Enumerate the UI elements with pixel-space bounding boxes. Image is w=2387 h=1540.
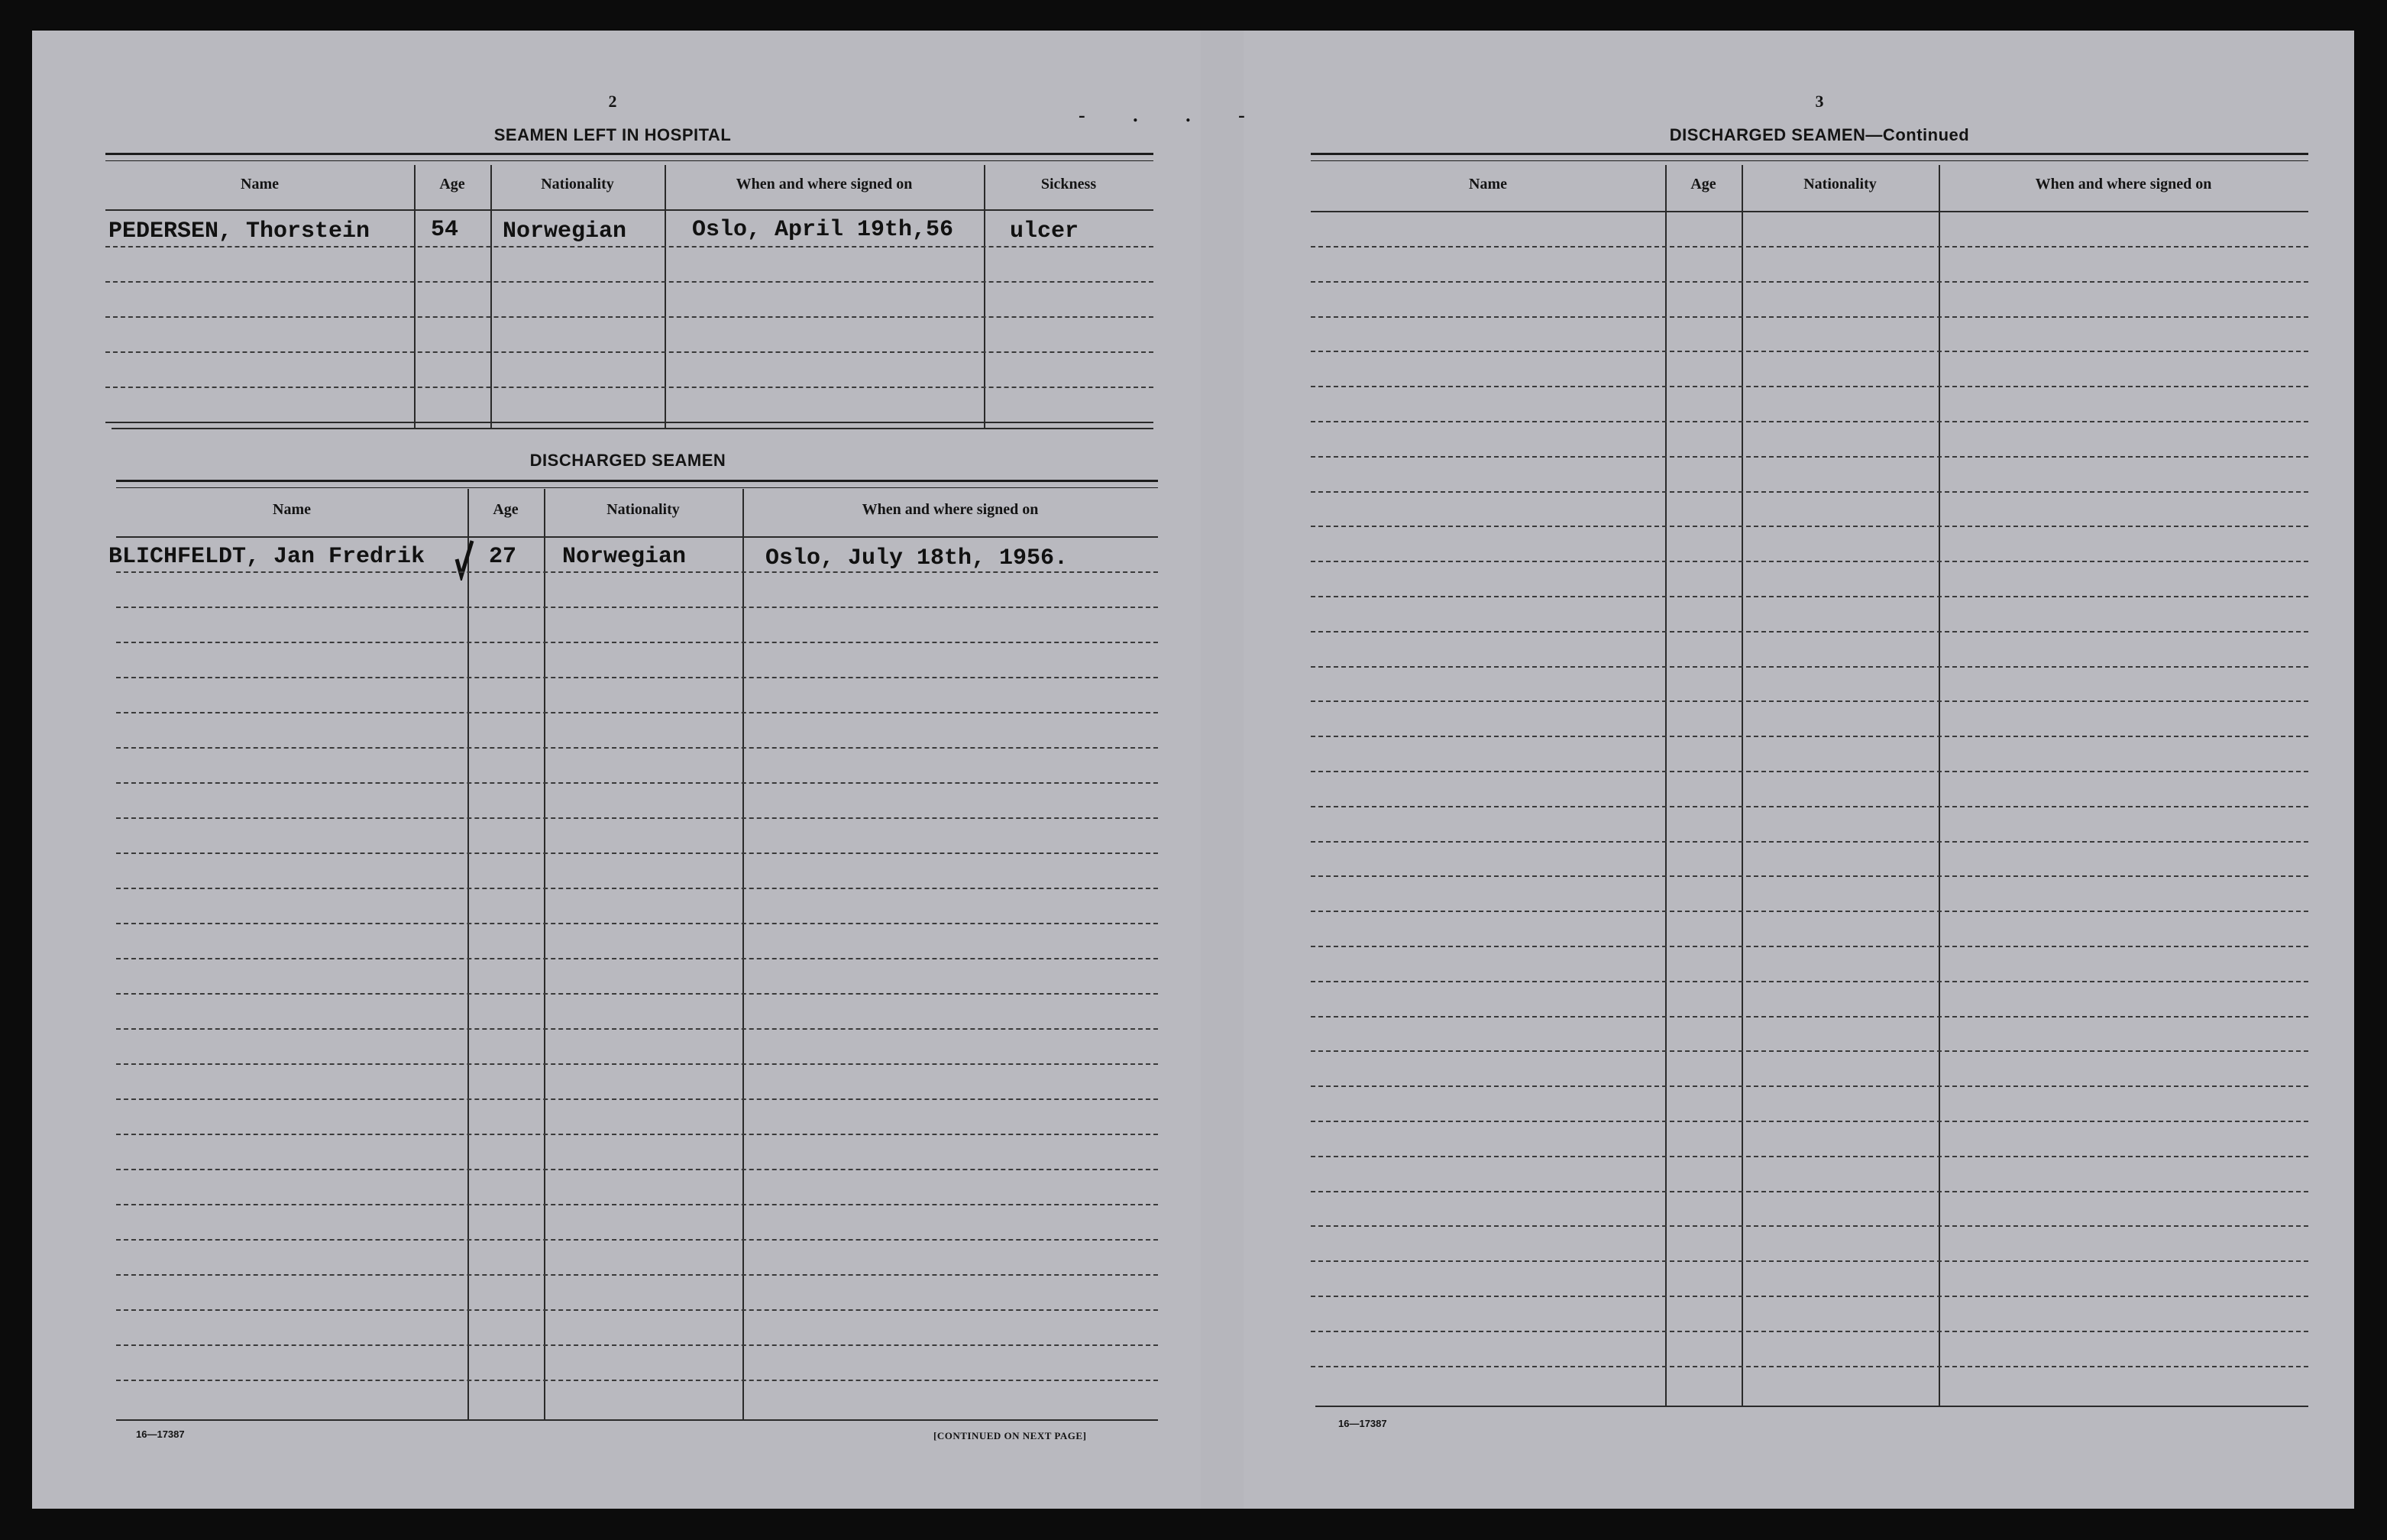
ruled-line (116, 1204, 1158, 1205)
page-number: 2 (608, 92, 617, 111)
hospital-bottom-rule (112, 428, 1153, 429)
ruled-line (116, 923, 1158, 924)
ruled-line (116, 607, 1158, 608)
discharged-col-nationality: Nationality (606, 501, 680, 518)
ruled-line (1311, 981, 2308, 982)
hospital-row-name: PEDERSEN, Thorstein (108, 218, 370, 244)
discharged-row-name: BLICHFELDT, Jan Fredrik (108, 544, 425, 570)
hospital-col-age: Age (439, 176, 465, 192)
ruled-line (1311, 806, 2308, 807)
right-page (1079, 31, 2354, 1509)
continued-col-age: Age (1690, 176, 1716, 192)
ruled-line (1311, 1225, 2308, 1227)
ruled-line (1311, 1121, 2308, 1122)
hospital-col-signed-on: When and where signed on (736, 176, 913, 192)
continued-col-signed-on: When and where signed on (2035, 176, 2212, 192)
continued-header-rule (1311, 211, 2308, 212)
ruled-line (1311, 351, 2308, 352)
ruled-line (116, 1063, 1158, 1065)
ruled-line (116, 747, 1158, 749)
hospital-title-rule (105, 153, 1153, 161)
ruled-line (1311, 736, 2308, 737)
hospital-divider-3 (665, 165, 666, 428)
ruled-line (116, 712, 1158, 713)
ruled-line (116, 677, 1158, 678)
ruled-line (1311, 1191, 2308, 1192)
ruled-line (1311, 1260, 2308, 1262)
ruled-line (1311, 1366, 2308, 1367)
ruled-line (1311, 946, 2308, 947)
hospital-divider-1 (414, 165, 416, 428)
ruled-line (1311, 875, 2308, 877)
hospital-divider-2 (490, 165, 492, 428)
ruled-line (1311, 771, 2308, 772)
discharged-divider-1 (467, 489, 469, 1421)
ruled-line (116, 817, 1158, 819)
ruled-line (1311, 631, 2308, 632)
form-code: 16—17387 (136, 1428, 185, 1440)
check-mark-icon (454, 538, 477, 581)
ruled-line (1311, 700, 2308, 702)
hospital-header-rule (105, 209, 1153, 211)
ruled-line (1311, 1331, 2308, 1332)
continued-bottom-rule (1315, 1406, 2308, 1407)
ruled-line (116, 1134, 1158, 1135)
ruled-line (1311, 316, 2308, 318)
hospital-section-title: SEAMEN LEFT IN HOSPITAL (493, 125, 732, 144)
ruled-line (1311, 386, 2308, 387)
right-title-rule (1311, 153, 2308, 161)
hospital-row-signed-on: Oslo, April 19th,56 (692, 217, 954, 243)
hospital-row-line (105, 316, 1153, 318)
ruled-line (116, 1344, 1158, 1346)
hospital-row-nationality: Norwegian (503, 218, 627, 244)
ruled-line (1311, 281, 2308, 283)
hospital-row-line (105, 281, 1153, 283)
ruled-line (1311, 1156, 2308, 1157)
discharged-col-signed-on: When and where signed on (862, 501, 1039, 518)
ruled-line (116, 852, 1158, 854)
hospital-divider-4 (984, 165, 985, 428)
hospital-row-line (105, 387, 1153, 388)
discharged-section-title: DISCHARGED SEAMEN (529, 451, 726, 470)
ruled-line (116, 1098, 1158, 1100)
discharged-row-age: 27 (489, 544, 517, 570)
discharged-row-nationality: Norwegian (562, 544, 687, 570)
discharged-divider-2 (544, 489, 545, 1421)
discharged-bottom-rule (116, 1419, 1158, 1421)
discharged-divider-3 (742, 489, 744, 1421)
ruled-line (116, 1274, 1158, 1276)
ruled-line (1311, 421, 2308, 422)
discharged-row-signed-on: Oslo, July 18th, 1956. (765, 545, 1069, 571)
hospital-col-sickness: Sickness (1040, 176, 1097, 192)
ruled-line (1311, 1016, 2308, 1017)
hospital-col-name: Name (241, 176, 279, 192)
discharged-header-rule (116, 536, 1158, 538)
ruled-line (116, 1028, 1158, 1030)
ruled-line (116, 1239, 1158, 1241)
ruled-line (116, 782, 1158, 784)
document-sheet (32, 31, 2354, 1509)
form-code: 16—17387 (1338, 1418, 1387, 1429)
continued-note: [CONTINUED ON NEXT PAGE] (933, 1430, 1087, 1441)
ruled-line (1311, 491, 2308, 493)
ruled-line (116, 571, 1158, 573)
ruled-line (1311, 526, 2308, 527)
ruled-line (1311, 246, 2308, 247)
ruled-line (116, 958, 1158, 959)
hospital-col-nationality: Nationality (541, 176, 614, 192)
hospital-bottom-rule (105, 422, 1153, 423)
ruled-line (116, 1309, 1158, 1311)
hospital-row-age: 54 (431, 217, 459, 243)
ruled-line (1311, 596, 2308, 597)
discharged-continued-title: DISCHARGED SEAMEN—Continued (1669, 125, 1970, 144)
ruled-line (116, 1169, 1158, 1170)
ruled-line (116, 993, 1158, 995)
ruled-line (1311, 456, 2308, 458)
discharged-title-rule (116, 480, 1158, 488)
top-marks: - . . - (1079, 104, 1266, 126)
discharged-col-age: Age (493, 501, 519, 518)
ruled-line (116, 1380, 1158, 1381)
ruled-line (1311, 1085, 2308, 1087)
hospital-row-line (105, 351, 1153, 353)
ruled-line (1311, 561, 2308, 562)
ruled-line (116, 888, 1158, 889)
hospital-row-line (105, 246, 1153, 247)
page-number: 3 (1815, 92, 1824, 111)
discharged-col-name: Name (273, 501, 311, 518)
ruled-line (116, 642, 1158, 643)
ruled-line (1311, 911, 2308, 912)
left-page (32, 31, 1193, 1509)
ruled-line (1311, 666, 2308, 668)
ruled-line (1311, 1050, 2308, 1052)
hospital-row-sickness: ulcer (1010, 218, 1079, 244)
continued-col-name: Name (1469, 176, 1507, 192)
ruled-line (1311, 841, 2308, 843)
ruled-line (1311, 1296, 2308, 1297)
continued-col-nationality: Nationality (1803, 176, 1877, 192)
